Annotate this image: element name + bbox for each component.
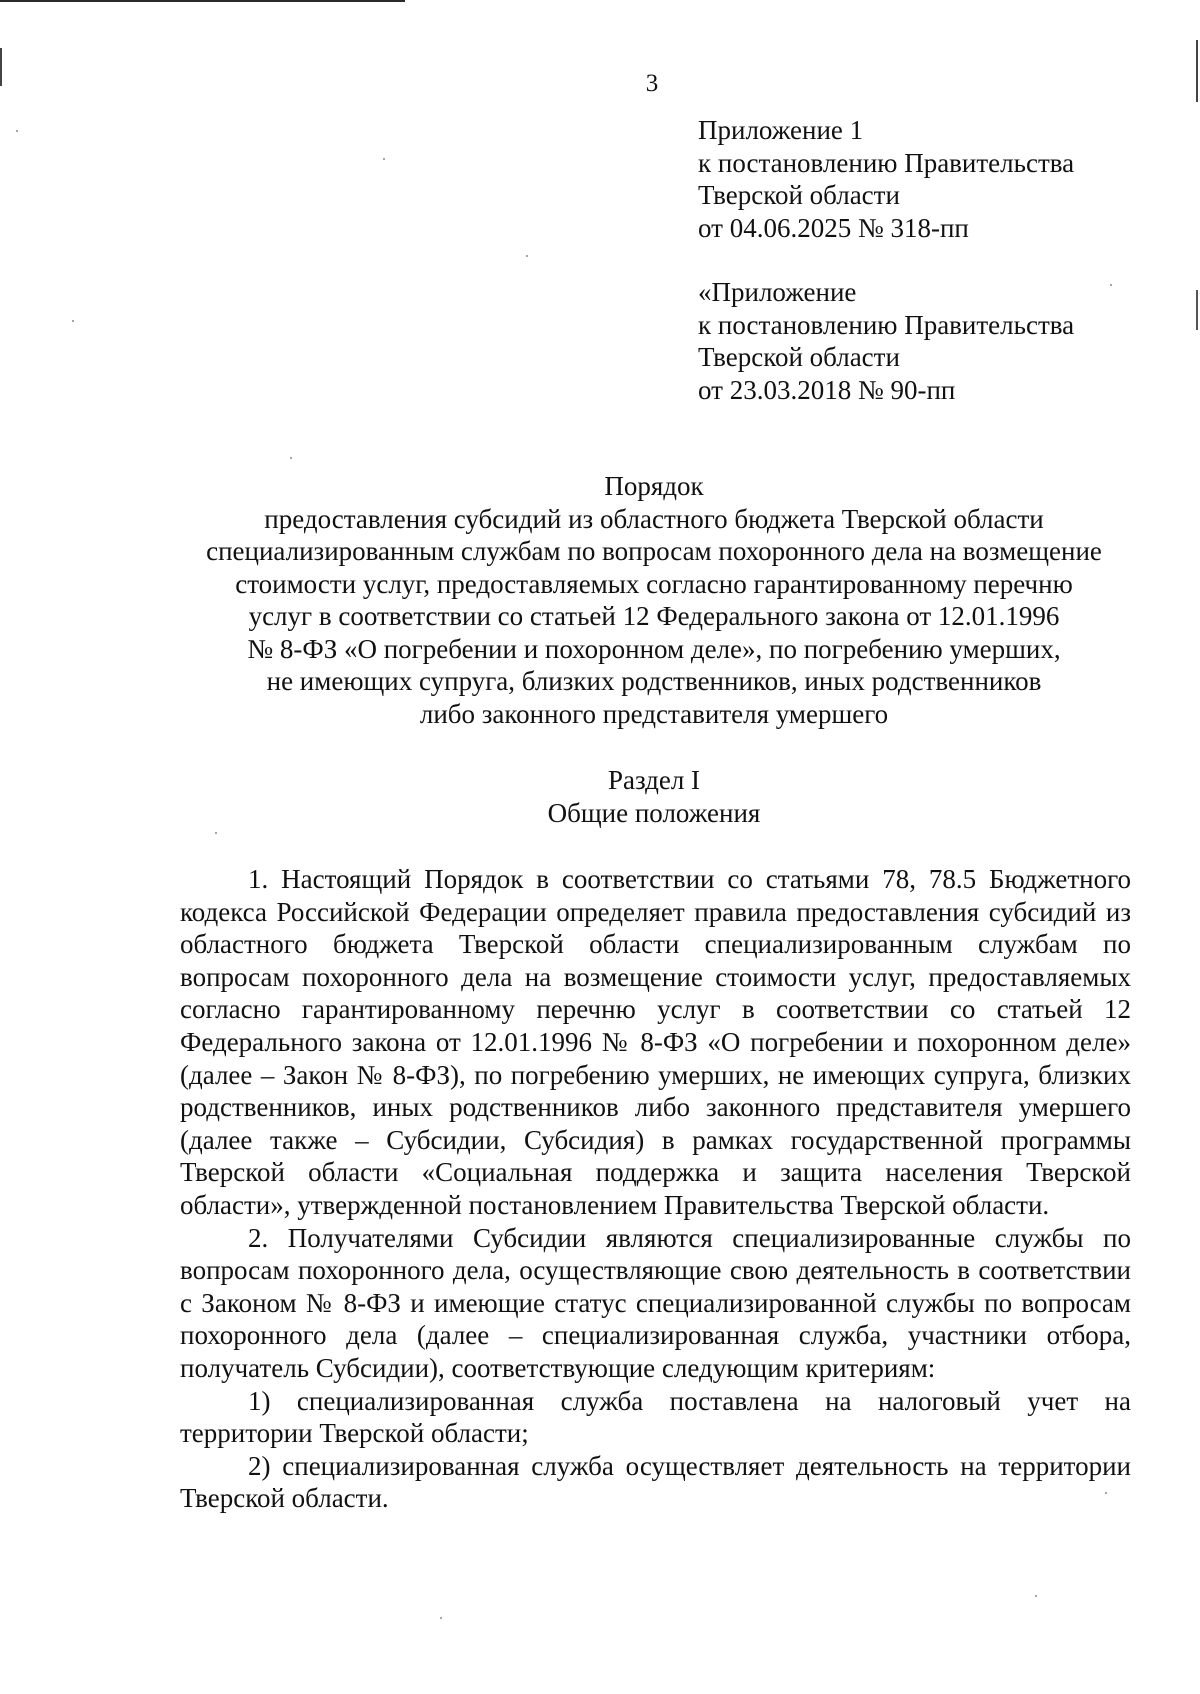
scan-speck xyxy=(526,255,528,257)
appendix-reference-original xyxy=(698,276,1178,406)
scan-speck xyxy=(290,457,292,459)
page-number: 3 xyxy=(645,70,659,97)
scan-speck xyxy=(383,158,385,160)
paragraph: 1. Настоящий Порядок в соответствии со статьями 78, 78.5 Бюджетного кодекса Российской Федерации определяет правила предоставления субсидий из областного бюджета Тверской области специализированным службам по вопросам похоронного дела на возмещение стоимости услуг, предоставляемых согласно гарантированному перечню услуг в соответствии со статьей 12 Федерального закона от 12.01.1996 № 8-ФЗ «О погребении и похоронном деле» (далее – Закон № 8-ФЗ), по погребению умерших, не имеющих супруга, близких родственников, иных родственников либо законного представителя умершего (далее также – Субсидии, Субсидия) в рамках государственной программы Тверской области «Социальная поддержка и защита населения Тверской области», утвержденной постановлением Правительства Тверской области. xyxy=(180,864,1131,1220)
section-name: Общие положения xyxy=(547,797,761,828)
appendix-line: к постановлению Правительства xyxy=(698,309,1075,340)
title-line: услуг в соответствии со статьей 12 Федерального закона от 12.01.1996 xyxy=(248,601,1060,631)
scan-speck xyxy=(16,130,18,132)
scan-speck xyxy=(72,320,74,322)
appendix-reference-current xyxy=(698,114,1178,244)
scan-border-right-lower xyxy=(1196,290,1198,330)
list-item: 2) специализированная служба осуществляет деятельность на территории Тверской области. xyxy=(180,1450,1131,1514)
appendix-line: Приложение 1 xyxy=(698,115,864,145)
appendix-line: от 04.06.2025 № 318-пп xyxy=(698,212,969,243)
title-line: либо законного представителя умершего xyxy=(419,698,889,729)
section-heading xyxy=(150,764,1158,829)
appendix-line: Тверской области xyxy=(698,180,900,210)
scan-speck xyxy=(1035,1595,1037,1597)
appendix-line: к постановлению Правительства xyxy=(698,147,1075,178)
title-line: специализированным службам по вопросам похоронного дела на возмещение xyxy=(206,536,1102,566)
appendix-line: «Приложение xyxy=(698,277,857,307)
document-title xyxy=(150,470,1158,730)
title-line: предоставления субсидий из областного бюджета Тверской области xyxy=(264,503,1044,534)
title-line: не имеющих супруга, близких родственников, иных родственников xyxy=(266,666,1042,696)
scan-speck xyxy=(440,1617,442,1619)
appendix-line: Тверской области xyxy=(698,342,900,372)
scan-speck xyxy=(1110,284,1112,286)
title-line: № 8-ФЗ «О погребении и похоронном деле», по погребению умерших, xyxy=(247,633,1061,664)
paragraph: 2. Получателями Субсидии являются специализированные службы по вопросам похоронного дела, осуществляющие свою деятельность в соответствии с Законом № 8-ФЗ и имеющие статус специализированной службы по вопросам похоронного дела (далее – специализированная служба, участники отбора, получатель Субсидии), соответствующие следующим критериям: xyxy=(180,1222,1131,1383)
scan-border-right xyxy=(1196,40,1198,102)
title-heading: Порядок xyxy=(604,471,704,501)
title-line: стоимости услуг, предоставляемых согласно гарантированному перечню xyxy=(235,568,1073,599)
section-number: Раздел I xyxy=(607,765,701,795)
appendix-line: от 23.03.2018 № 90-пп xyxy=(698,374,956,405)
scan-speck xyxy=(1105,1492,1107,1494)
scan-speck xyxy=(215,832,217,834)
scan-border-left xyxy=(0,48,2,86)
document-body xyxy=(180,863,1131,1515)
scan-border-top xyxy=(0,0,405,2)
list-item: 1) специализированная служба поставлена на налоговый учет на территории Тверской области; xyxy=(180,1385,1131,1449)
